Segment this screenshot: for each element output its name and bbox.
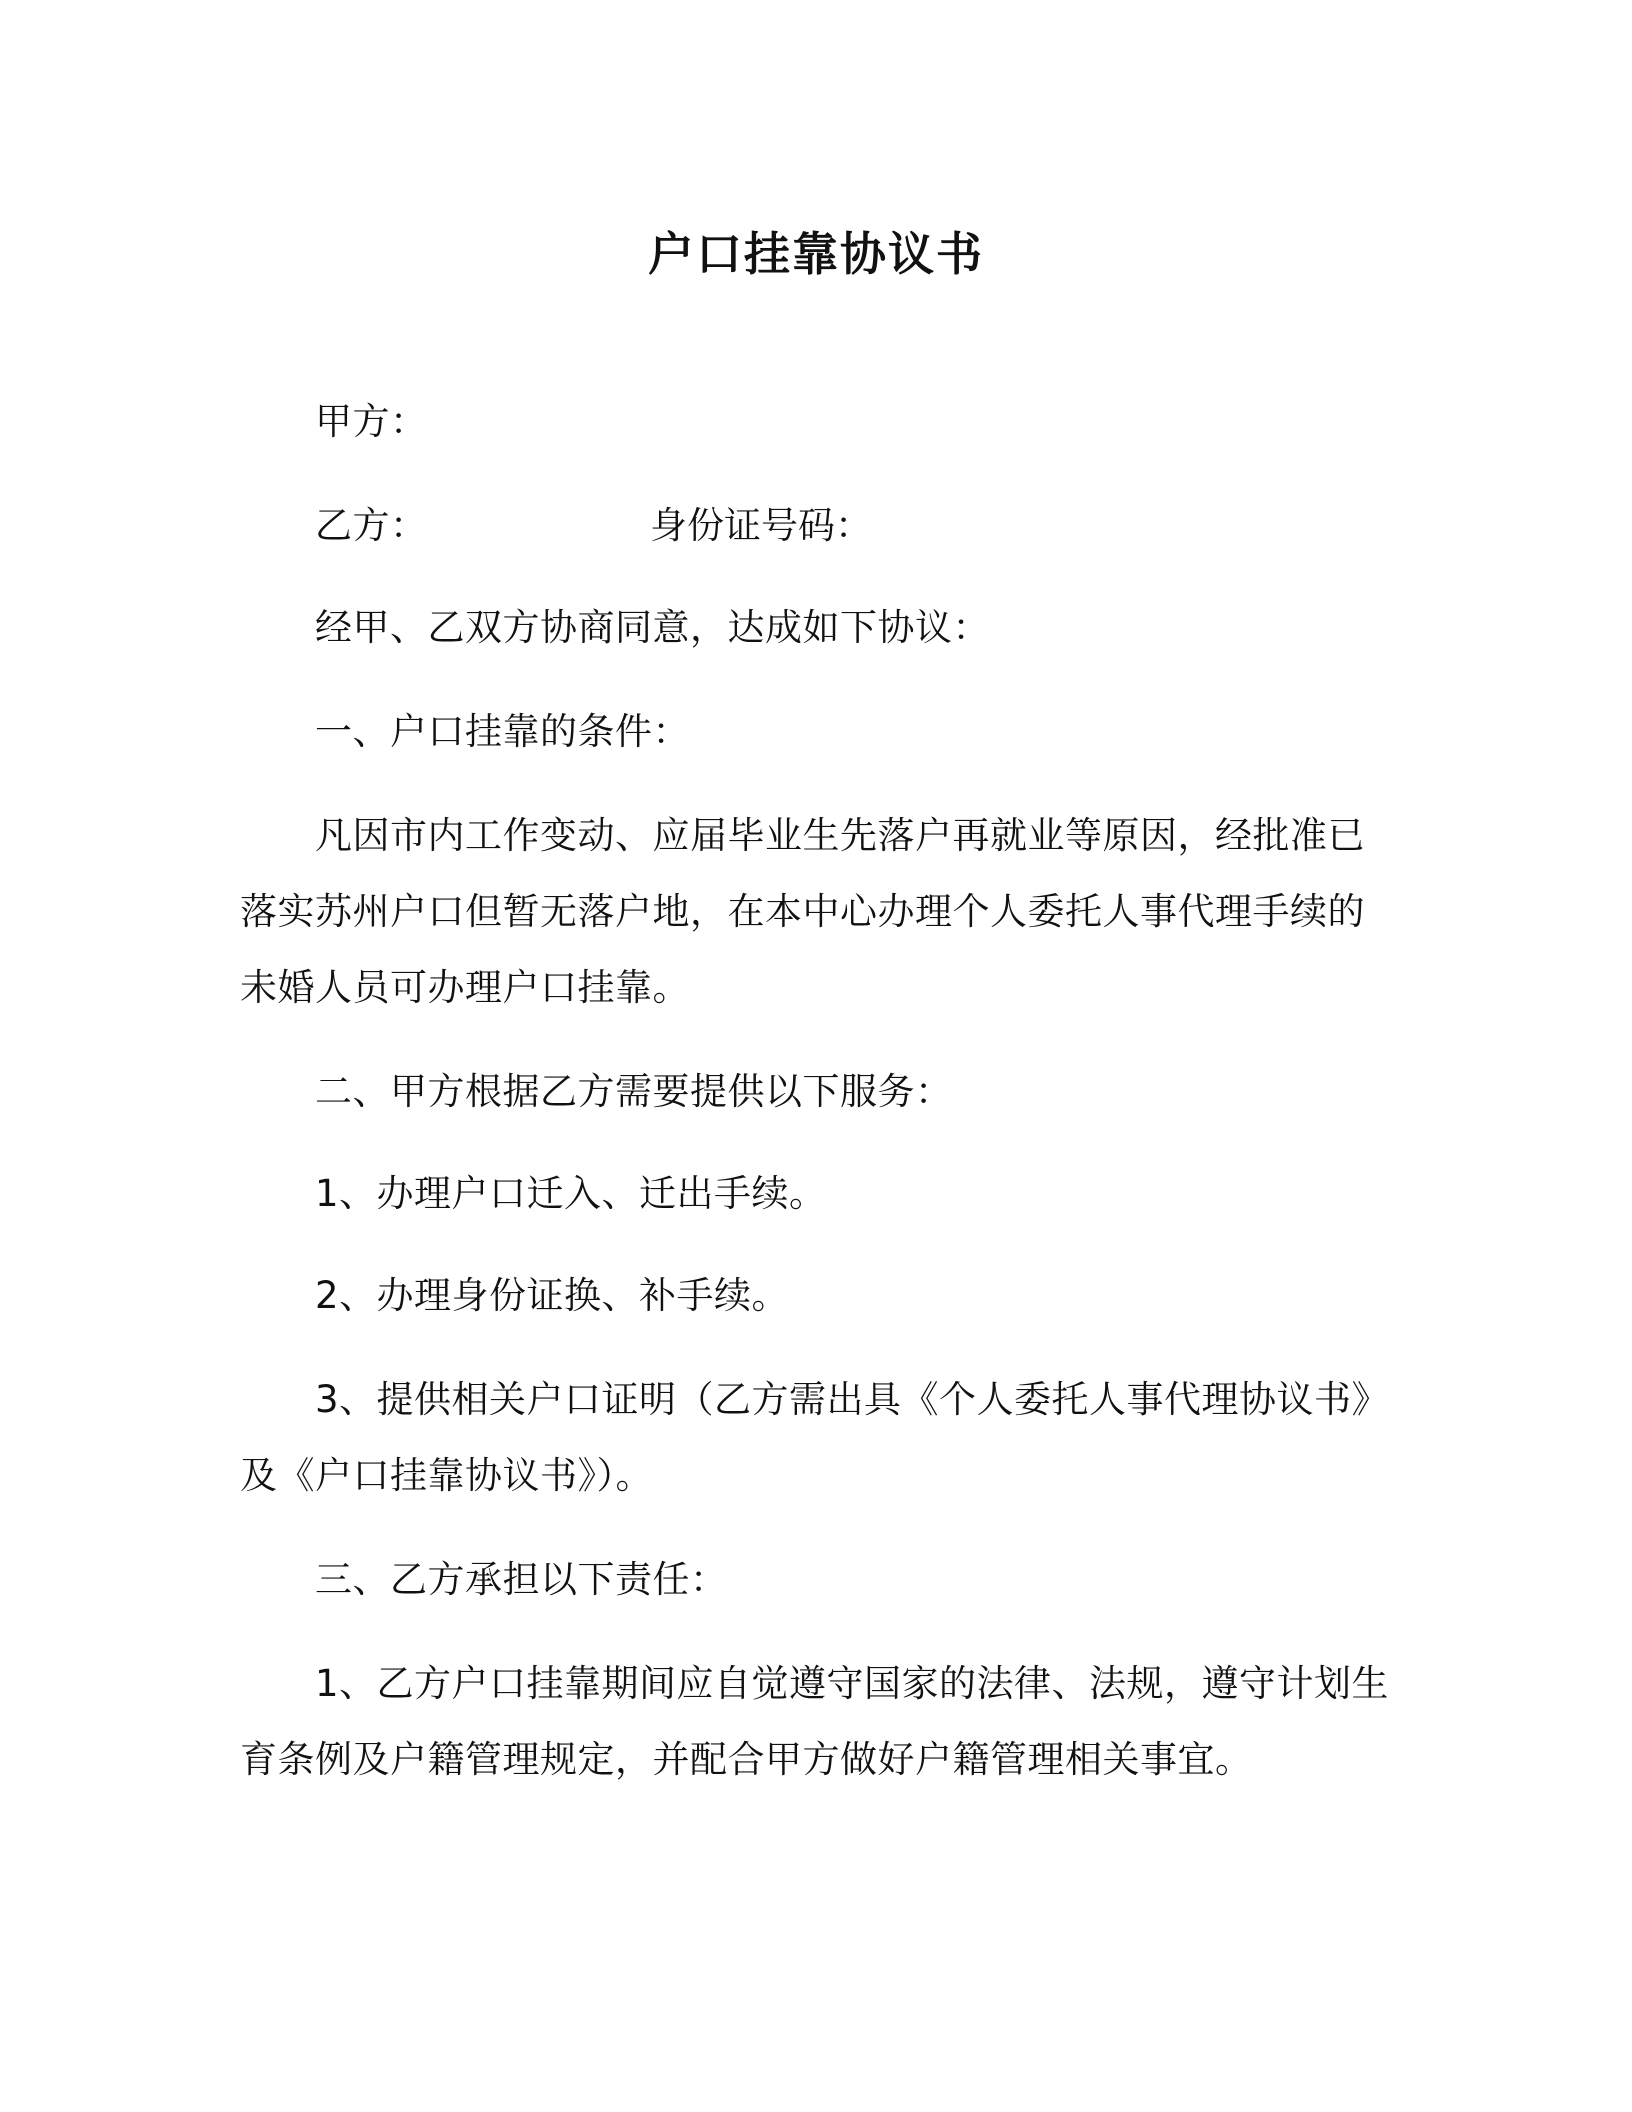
document-title: 户口挂靠协议书: [648, 227, 984, 281]
section3-item1-line: 育条例及户籍管理规定，并配合甲方做好户籍管理相关事宜。: [240, 1738, 1253, 1781]
section1-line: 落实苏州户口但暂无落户地，在本中心办理个人委托人事代理手续的: [240, 890, 1365, 933]
section1-line: 未婚人员可办理户口挂靠。: [240, 966, 690, 1009]
party-b-label: 乙方：: [315, 504, 428, 547]
section2-item2: 2、办理身份证换、补手续。: [315, 1274, 790, 1317]
party-a-label: 甲方：: [315, 400, 428, 443]
section3-item1-line: 1、乙方户口挂靠期间应自觉遵守国家的法律、法规，遵守计划生: [315, 1662, 1390, 1705]
section2-item1: 1、办理户口迁入、迁出手续。: [315, 1172, 827, 1215]
section3-heading: 三、乙方承担以下责任：: [315, 1558, 728, 1601]
section1-heading: 一、户口挂靠的条件：: [315, 710, 690, 753]
section2-heading: 二、甲方根据乙方需要提供以下服务：: [315, 1070, 953, 1113]
section1-line: 凡因市内工作变动、应届毕业生先落户再就业等原因，经批准已: [315, 814, 1365, 857]
section2-item3-line: 及《户口挂靠协议书》）。: [240, 1454, 653, 1497]
intro-paragraph: 经甲、乙双方协商同意，达成如下协议：: [315, 606, 990, 649]
id-number-label: 身份证号码：: [650, 504, 872, 547]
section2-item3-line: 3、提供相关户口证明（乙方需出具《个人委托人事代理协议书》: [315, 1378, 1390, 1421]
